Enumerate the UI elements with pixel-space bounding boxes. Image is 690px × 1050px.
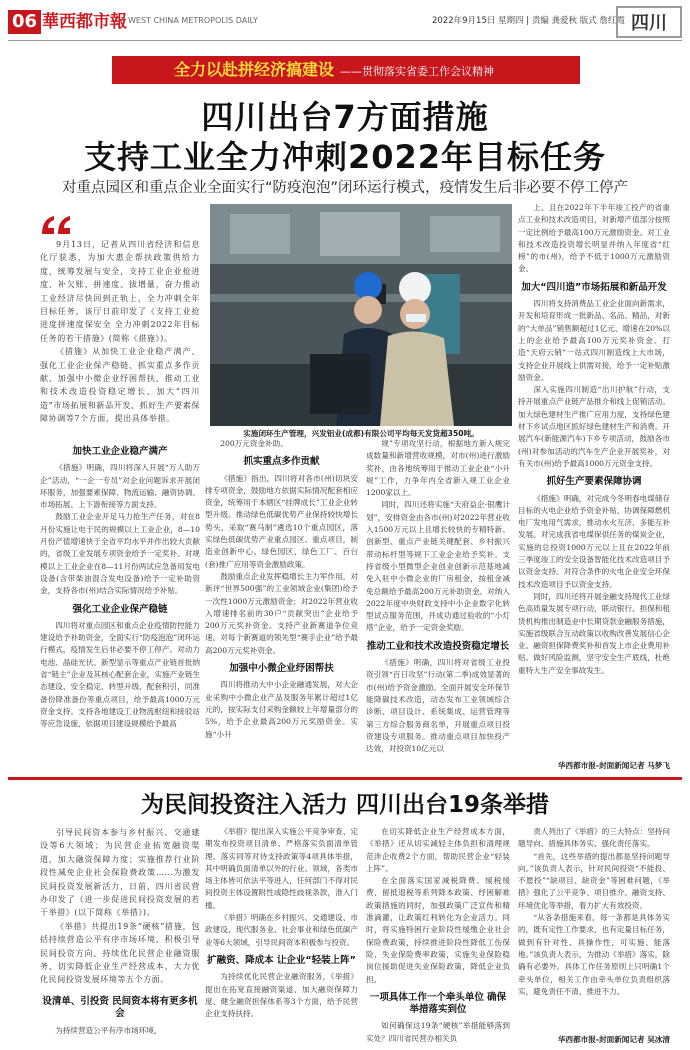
- article2-column-2: [205, 826, 358, 1048]
- article2-headline: 为民间投资注入活力 四川出台19条举措: [140, 792, 549, 818]
- article1-column-3: [366, 438, 510, 772]
- headline-line-2: 支持工业全力冲刺2022年目标任务: [83, 138, 607, 176]
- body-paragraph: 同时，四川还将实施“天府益企·银鹰计划”，安排资金由各市(州)对2022年营业收入1500万元以上且增长较快的专精特新、创新型、重点产业链关键配套、乡村振兴带动标杆型等规下工业企业给予奖补。支持省级小型微型企业创业创新示范基地减免入驻中小微企业的厂房租金，按租金减免总额给予最高200万元补助资金。对纳入2022年度中央财政支持中小企业数字化转型试点服务范围，并成功通过验收的“小灯塔”企业，给予一定资金奖励。: [366, 500, 510, 633]
- article2-column-1: [40, 990, 200, 1046]
- article2-lead: [40, 826, 200, 986]
- banner-main: 全力以赴拼经济搞建设: [174, 60, 335, 79]
- banner-sub: ——贯彻落实省委工作会议精神: [340, 65, 495, 78]
- body-paragraph: 200万元资金补助。: [220, 439, 288, 448]
- body-paragraph: 《措施》指出，四川将对各市(州)切块安排专项资金，鼓励地方依据实际情况配套相应资金，统筹用于本辖区“挂牌成长”工业企业转型升级。推动绿色低碳优势产业保持较快增长势头，采取“赛马制”遴选10个重点园区，落实绿色低碳优势产业重点园区、重点项目，制造业创新中心、绿色园区、绿色工厂、百台(套)推广应用等资金激励政策。: [205, 473, 358, 569]
- body-paragraph: 《措施》明确，四川将对省级工业投资引领“百日攻坚”行动(第二季)成效显著的市(州)给予资金激励。全面开展安全环保节能降碳技术改造，动态发布工业领域综合诊断、项目设计、系统集成、运营管理等第三方综合服务商名单，开展重点项目投资建设专项服务。推动重点项目加快投产达效，对投资10亿元以: [366, 658, 510, 754]
- lead-paragraph: 《措施》从加快工业企业稳产满产、强化工业企业保产稳链、抓实重点多作贡献、加强中小微企业纾困帮扶、推动工业和技术改造投资稳定增长、加大“四川造”市场拓展和新品开发、抓好生产要素保障协调等7个方面，提出具体举措。: [40, 347, 200, 424]
- body-paragraph: 《举措》提出深入实施公平竞争审查、定期发布投资项目清单、严格落实负面清单管理、落实同等对待支持政策等4项具体举措，其中明确负面清单以外的行业、领域，各类市场主体皆可依法平等进入，任何部门不得对民间投资主体设置附性或隐性歧视条款，准入门槛。: [205, 827, 358, 910]
- page-number: 06: [8, 10, 41, 34]
- body-paragraph: 在全面落实国家减税降费、缓税缓费、留抵退税等系列降本政策、纾困解难政策措施的同时，加强政策广泛宣传和精准滴灌，让政策红利转化为企业活力。同时，将实施特困行业阶段性缓缴企业社会保险费政策，持续推进阶段性降低工伤保险、失业保险费率政策，实施失业保险稳岗位援助促进失业保险政策，降低企业负担。: [366, 876, 510, 984]
- article2-byline: 华西都市报-封面新闻记者 吴冰清: [557, 1035, 670, 1044]
- photo-caption: 实施闭环生产管理，兴发铝业(成都)有限公司平均每天发货超350吨。: [243, 429, 479, 438]
- body-paragraph: 如何确保这19条“硬核”举措能够落到实处？四川省民营办相关负: [366, 1021, 510, 1043]
- header-rule: [8, 40, 682, 41]
- section-heading: 一项具体工作一个牵头单位 确保举措落实到位: [369, 991, 507, 1016]
- body-paragraph: 同时，四川还将开展金融支持现代工业绿色高质量发展专项行动，联动银行、担保和租赁机构推出制造业中长期贷款金融服务措施，实施省级联合互动政策以收购改善发展信心企业。融资担保降费奖补和首发上市企业费用补贴。做好风险监测，坚守安全生产底线，杜绝重特大生产安全事故发生。: [518, 591, 670, 675]
- section-heading: 加大“四川造”市场拓展和新品开发: [521, 281, 667, 293]
- lead-paragraph: 引导民间资本参与乡村振兴、交通建设等6大领域；为民营企业拓宽融资渠道，加大融资保障力度；实施推荐行业阶段性减免企业社会保险费政策……为激发民间投资发展新活力，日前，四川省民营办印发了《进一步促进民间投资发展的若干举措》(以下简称《举措》)。: [40, 828, 200, 918]
- article-separator: [8, 777, 682, 780]
- lead-paragraph: 9月13日，记者从四川省经济和信息化厅获悉，为加大惠企帮扶政策供给力度，统筹发展与安全，支持工业企业抢进度、补欠账、拼速度、拔增量，奋力推动工业经济尽快回到正轨上，全力冲刺全年目标任务，该厅日前印发了《支持工业抢进度拼速度保安全 全力冲刺2022年目标任务的若干措施》(简称《措施》)。: [40, 240, 200, 343]
- headline-line-1: 四川出台7方面措施: [201, 98, 489, 136]
- article1-column-2: [205, 438, 358, 772]
- subheadline: 对重点园区和重点企业全面实行“防疫泡泡”闭环运行模式，疫情发生后非必要不停工停产: [61, 180, 629, 196]
- article2-column-3: [366, 826, 510, 1048]
- section-heading: 推动工业和技术改造投资稳定增长: [366, 640, 510, 652]
- body-paragraph: 四川将推动大中小企业融通发展，对大企业采购中小微企业产品及服务年累计超过1亿元的，按实际支付采购金额较上年增量部分的5%，给予企业最高200万元奖励资金。实施“小升: [205, 680, 358, 739]
- section-heading: 加快工业企业稳产满产: [72, 446, 168, 457]
- article1-column-1: [40, 440, 200, 772]
- article1-column-4: [518, 202, 670, 756]
- section-heading: 加强中小微企业纾困帮扶: [229, 663, 334, 675]
- photo-illustration: [210, 204, 512, 426]
- body-paragraph: 《措施》明确，四川将深入开展“万人助万企”活动，“一企一专员”对企业问题诉求开展闭环服务，加强要素保障、物流运输、融资协调、市场拓展、上下游衔接等方面支持。: [40, 463, 200, 510]
- body-paragraph: 四川将支持消费品工业企业面向新需求，开发和培育形成一批新品、名品、精品，对新的“大单品”销售额超过1亿元、增速在20%以上的企业给予最高100万元奖补资金。打造“天府云销”一站式四川制造线上大市场，支持企业开展线上供需对接，给予一定补贴激励资金。: [518, 299, 670, 382]
- body-paragraph: 鼓励工业企业开足马力抢生产任务，对在8月份实施让电于民的规模以上工业企业，8—10月份产值增速快于全省平均水平并作出较大贡献的，省级工业发展专项资金给予一定奖补。对规模以上工业企业在8—11月份两试应急备用发电设备(含带柴油混合发电设备)给予一定补助资金，支持各市(州)结合实际情况给予补贴。: [40, 512, 200, 596]
- body-paragraph: 《举措》明确在乡村振兴、交通建设、市政建设、现代服务业、社会事业和绿色低碳产业等6大领域，引导民间资本积极参与投资。: [205, 913, 358, 947]
- topic-banner: [112, 56, 580, 84]
- section-heading: 强化工业企业保产稳链: [72, 603, 168, 615]
- body-paragraph: 为持续营造公平有序市场环境，: [55, 1025, 162, 1035]
- newspaper-name-en: WEST CHINA METROPOLIS DAILY: [128, 16, 258, 25]
- body-paragraph: “首先，这些举措的提出都是坚持问题导向。”该负责人表示，针对民间投资“不能投、不愿投”“缺项目、缺资金”等困难问题，《举措》强化了公平竞争、项目推介、融资支持、环境优化等举措，着力扩大有效投资。: [518, 851, 670, 910]
- lead-paragraph: 《举措》共提出19条“硬核”措施，包括持续营造公平有序市场环境、积极引导民间投资方向、持续优化民营企业融资服务、切实降低企业生产经营成本、大力优化民间投资发展环境等五个方面。: [40, 921, 200, 985]
- body-paragraph: 规”专项攻坚行动，根据地方新入规完成数量和新增营收规模，对市(州)进行激励奖补，由各地统筹用于推动工业企业“小升规”工作，力争年内全省新入规工业企业1200家以上。: [366, 439, 510, 498]
- body-paragraph: 四川将对重点园区和重点企业疫情防控能力建设给予补助资金，全面实行“防疫泡泡”闭环运行模式，疫情发生后非必要不停工停产。对动力电池、晶硅光伏、新型显示等重点产业链首批纳省“链主”企业及其核心配套企业，实施产业链生态建设、安全稳定、转型升级、配套积引，同准备份降准备份等重点项目，给予最高1000万元资金支持。支持各地建设工业物流枢纽和接驳站等应急设施，依据项目建设规模给予最高: [40, 620, 200, 729]
- quote-mark-icon: [40, 214, 74, 236]
- section-heading: 设清单、引投资 民间资本将有更多机会: [42, 996, 198, 1020]
- section-heading: 抓实重点多作贡献: [243, 456, 320, 468]
- body-paragraph: 《措施》明确，对完成今冬明春电煤储存目标的火电企业给予资金补贴，协调保障燃机电厂发电用气需求，推动水火互济、多能互补发展。对完成我省电煤保供任务的煤炭企业，实施的总投资1000万元以上且在2022年前三季度竣工的安全设备智能化技术改造项目予以资金支持。对符合条件的火电企业安全环保技术改造项目予以资金支持。: [518, 493, 670, 589]
- body-paragraph: 在切实降低企业生产经营成本方面，《举措》还从切实减轻主体负担和清理规范涉企收费2个方面，帮助民营企业“轻装上阵”。: [366, 827, 510, 873]
- body-paragraph: 责人列出了《举措》的三大特点：坚持问题导向、措施具体务实、强化责任落实。: [518, 827, 670, 849]
- body-paragraph: “从各条措施来看，每一条都是具体务实的，既有定性工作要求，也有定量目标任务，做到有针对性、具操作性，可实施、能落地。”该负责人表示，为推动《举措》落实，除确有必要外，具体工作任务原则上只明确1个牵头单位，相关工作由牵头单位负责组织落实，避免责任不清、推进不力。: [518, 913, 670, 996]
- article2-column-4: [518, 826, 670, 1032]
- section-label: 四川: [616, 6, 682, 38]
- section-heading: 抓好生产要素保障协调: [546, 476, 642, 488]
- body-paragraph: 鼓励重点企业发挥稳增长主力军作用，对新评“世界500强”的工业领域企业(集团)给予一次性1000万元激励资金；对2022年营业收入增速排名前的30户“贡献突出”企业给予200万元奖补资金。支持产业新赛道争位竞速，对每个新赛道的领先型“赛手企业”给予最高200万元奖补资金。: [205, 571, 358, 655]
- factory-photo: [210, 204, 512, 426]
- body-paragraph: 上、且在2022年下半年竣工投产的省重点工业和技术改造项目，对新增产值部分按照一定比例给予最高100万元激励资金。对工业和技术改造投资增长明显并纳入年度省“红榜”的市(州)，给予不低于1000万元激励资金。: [518, 203, 670, 274]
- body-paragraph: 深入实施四川制造“出川护航”行动，支持开展重点产业链产品推介和线上促销活动。加大绿色建材生产推广应用力度，支持绿色建材下乡试点地区抓好绿色建材生产和消费。开展汽车(新能源汽车)下乡专项活动，鼓励各市(州)对参加活动的汽车生产企业开展奖补，对有关市(州)给予最高1000万元资金支持。: [518, 385, 670, 468]
- section-heading: 扩融资、降成本 让企业“轻装上阵”: [207, 954, 356, 966]
- newspaper-logo: 華西都市報: [42, 12, 127, 32]
- article1-lead: [40, 238, 200, 428]
- article1-byline: 华西都市报-封面新闻记者 马梦飞: [557, 761, 670, 770]
- date-editor-line: 2022年9月15日 星期四 | 责编 龚爱秋 版式 詹红霞: [432, 16, 625, 26]
- body-paragraph: 为持续优化民营企业融资服务，《举措》提出在拓宽直接融资渠道、加大融资保障力度、健全融资担保体系等3个方面，给予民营企业支持扶持。: [205, 972, 358, 1019]
